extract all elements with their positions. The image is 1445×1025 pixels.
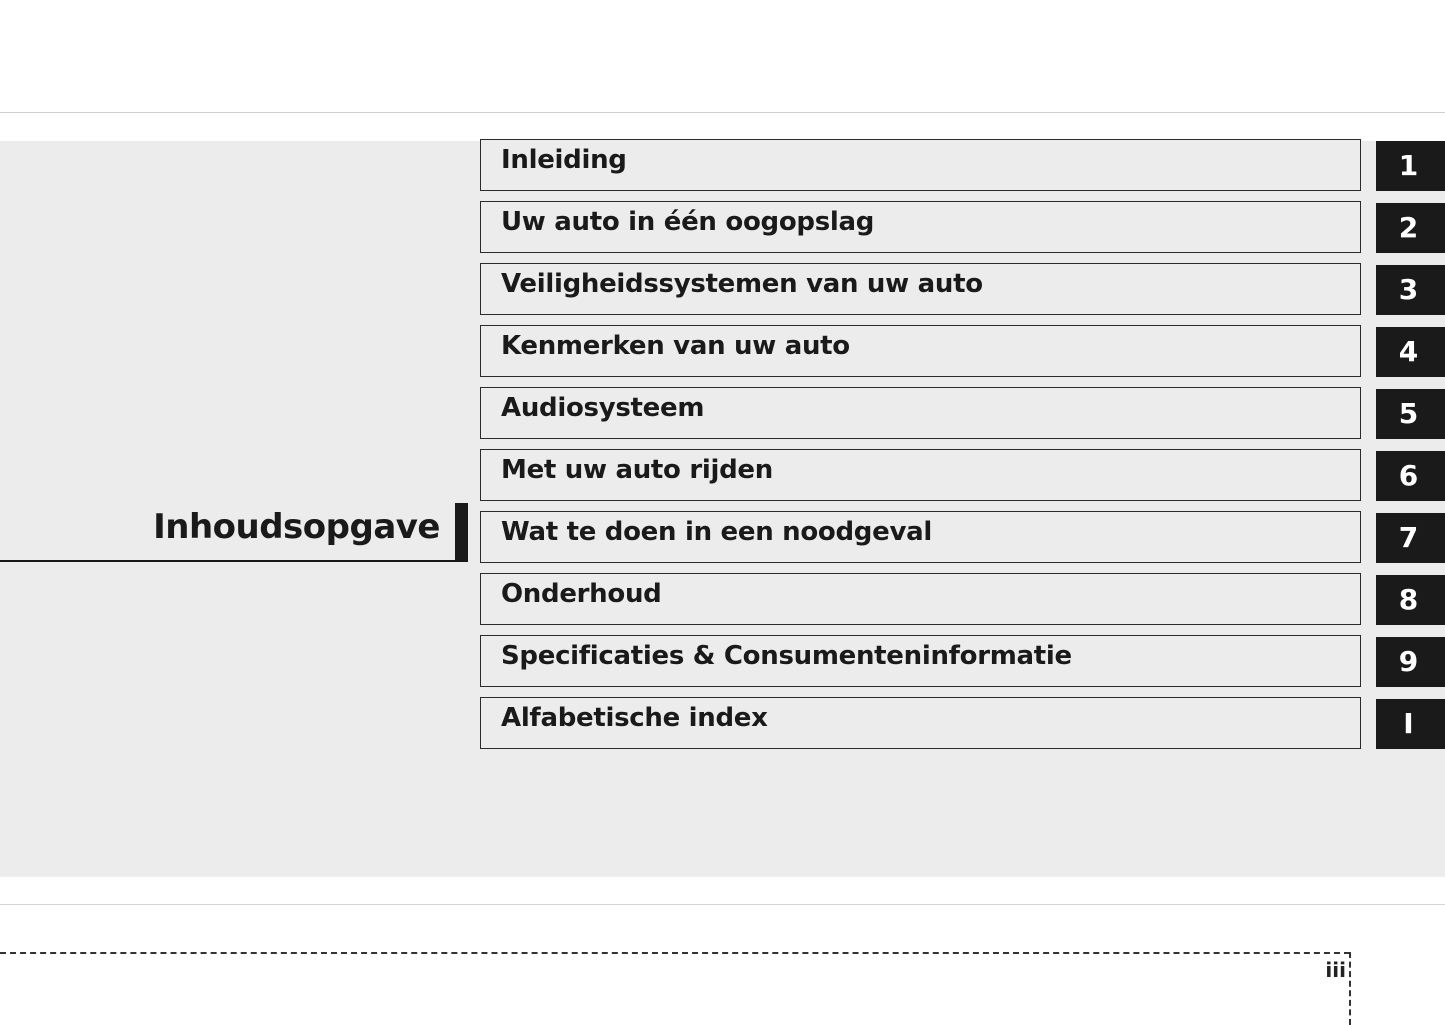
toc-chapter-title: Alfabetische index (501, 703, 768, 733)
heading-underline (0, 560, 468, 562)
chapter-tab-3[interactable]: 3 (1376, 265, 1445, 315)
toc-chapter-title: Uw auto in één oogopslag (501, 207, 875, 237)
heading-marker-bar (455, 503, 468, 562)
toc-chapter-box[interactable] (480, 511, 1361, 563)
chapter-tab-9[interactable]: 9 (1376, 637, 1445, 687)
toc-chapter-title: Met uw auto rijden (501, 455, 773, 485)
toc-chapter-7[interactable] (480, 511, 1445, 573)
chapter-tab-4[interactable]: 4 (1376, 327, 1445, 377)
toc-chapter-index[interactable] (480, 697, 1445, 759)
toc-chapter-box[interactable] (480, 201, 1361, 253)
toc-chapter-box[interactable] (480, 573, 1361, 625)
toc-chapter-5[interactable] (480, 387, 1445, 449)
toc-chapter-title: Audiosysteem (501, 393, 705, 423)
page-number: iii (1325, 958, 1346, 982)
toc-chapter-1[interactable] (480, 139, 1445, 201)
chapter-tab-5[interactable]: 5 (1376, 389, 1445, 439)
toc-chapter-2[interactable] (480, 201, 1445, 263)
toc-chapter-title: Onderhoud (501, 579, 662, 609)
chapter-tab-index[interactable]: I (1376, 699, 1445, 749)
toc-chapter-title: Inleiding (501, 145, 627, 175)
chapter-tab-2[interactable]: 2 (1376, 203, 1445, 253)
chapter-tab-8[interactable]: 8 (1376, 575, 1445, 625)
top-rule (0, 112, 1445, 113)
bottom-rule (0, 904, 1445, 905)
toc-chapter-box[interactable] (480, 325, 1361, 377)
trim-line-vertical (1349, 952, 1351, 1025)
chapter-tab-7[interactable]: 7 (1376, 513, 1445, 563)
toc-chapter-title: Wat te doen in een noodgeval (501, 517, 932, 547)
toc-chapter-box[interactable] (480, 449, 1361, 501)
toc-chapter-3[interactable] (480, 263, 1445, 325)
toc-chapter-list (480, 139, 1445, 759)
chapter-tab-1[interactable]: 1 (1376, 141, 1445, 191)
toc-chapter-9[interactable] (480, 635, 1445, 697)
toc-chapter-6[interactable] (480, 449, 1445, 511)
trim-line-horizontal (0, 952, 1350, 954)
toc-chapter-box[interactable] (480, 387, 1361, 439)
toc-heading: Inhoudsopgave (153, 507, 440, 547)
toc-chapter-box[interactable] (480, 263, 1361, 315)
toc-chapter-4[interactable] (480, 325, 1445, 387)
toc-chapter-box[interactable] (480, 635, 1361, 687)
toc-chapter-title: Specificaties & Consumenteninformatie (501, 641, 1072, 671)
toc-chapter-box[interactable] (480, 697, 1361, 749)
toc-chapter-box[interactable] (480, 139, 1361, 191)
toc-chapter-8[interactable] (480, 573, 1445, 635)
toc-chapter-title: Veiligheidssystemen van uw auto (501, 269, 983, 299)
toc-chapter-title: Kenmerken van uw auto (501, 331, 850, 361)
chapter-tab-6[interactable]: 6 (1376, 451, 1445, 501)
